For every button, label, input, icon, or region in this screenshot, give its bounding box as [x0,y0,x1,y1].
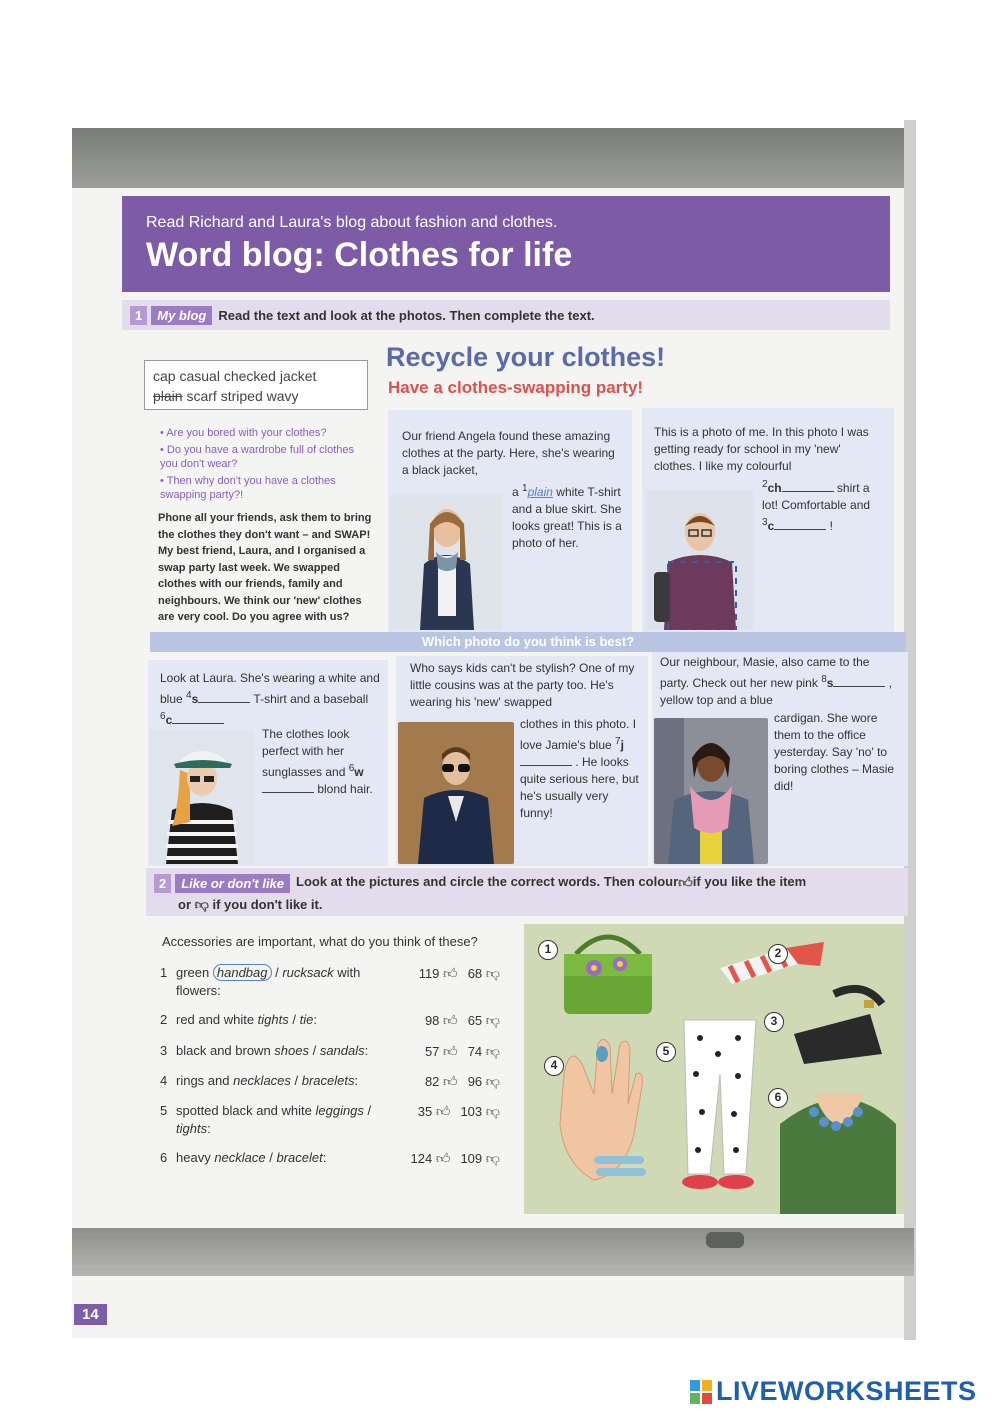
word-box-line-1: cap casual checked jacket [153,368,317,384]
panel-angela-text: Our friend Angela found these amazing clothes at the party. Here, she's wearing a black jacket, [402,429,615,477]
item-suffix: with flowers: [176,965,361,998]
list-item: • Do you have a wardrobe full of clothes you don't wear? [160,443,370,471]
gap-number: 4 [186,690,192,701]
list-item [160,1149,520,1168]
gap-number: 3 [762,517,768,528]
panel-jamie-text: Who says kids can't be stylish? One of my little cousins was at the party too. He's wearing his 'new' swapped [410,661,635,709]
picture-number: 5 [656,1042,676,1062]
gap-blank[interactable] [782,491,834,492]
picture-number: 2 [768,944,788,964]
option-2[interactable]: bracelets [301,1073,355,1088]
dislike-count[interactable] [460,1102,500,1121]
like-number: 57 [424,1044,440,1059]
article-title: Recycle your clothes! [386,342,666,372]
gap-blank[interactable] [774,529,826,530]
gap-hint: s [191,692,199,706]
exercise-2-bar [146,868,908,916]
gap-number: 7 [615,736,621,747]
dislike-count[interactable] [468,1072,500,1091]
gap-hint: c [165,713,173,727]
like-count[interactable] [419,964,458,983]
option-separator: / [363,1103,372,1118]
scan-top-border [72,128,914,188]
panel-laura-text-2 [262,726,386,798]
gap-number: 8 [821,674,827,685]
text-fragment: clothes in this photo. I love Jamie's blue [520,717,637,752]
thumbs-up-icon[interactable]: 👍︎ [443,1012,458,1028]
word-box [144,360,368,410]
page-number: 14 [74,1304,107,1325]
item-number: 3 [160,1043,168,1058]
option-1[interactable]: necklace [214,1150,266,1165]
logo-mark-icon [690,1380,712,1404]
gap-hint: ch [767,481,782,495]
list-item: • Are you bored with your clothes? [160,426,370,440]
picture-number: 4 [544,1056,564,1076]
thumbs-up-icon[interactable]: 👍︎ [435,1103,451,1119]
thumbs-up-icon[interactable]: 👍︎ [443,1043,458,1059]
photo-jamie [398,722,514,864]
like-number: 124 [410,1151,433,1166]
word-box-line-2 [153,386,359,406]
like-count[interactable] [425,1042,458,1061]
item-text [176,964,380,1000]
item-number: 4 [160,1073,168,1088]
exercise-number: 2 [154,874,171,893]
picture-number: 3 [764,1012,784,1032]
panel-angela-text-2 [512,480,622,552]
dislike-number: 109 [460,1151,483,1166]
text-fragment: if you don't like it. [212,897,323,912]
panel-richard-text: This is a photo of me. In this photo I was getting ready for school in my 'new' clothes. I like my colourful [654,425,869,473]
picture-number: 6 [768,1088,788,1108]
vote-counts [380,1149,500,1168]
logo-text: LIVEWORKSHEETS [716,1376,977,1406]
like-count[interactable] [425,1011,458,1030]
option-2[interactable]: rucksack [282,965,334,980]
option-separator: / [288,1012,300,1027]
list-item [160,1042,520,1061]
photo-angela [390,494,502,630]
exercise-tag: My blog [151,306,212,325]
article-body: Phone all your friends, ask them to bring the clothes they don't want – and SWAP! My best friend, Laura, and I organised a swap party last week. We swapped clothes with our friends, family and neighbours. We think our 'new' clothes are very cool. Do you agree with us? [158,512,372,623]
option-2[interactable]: tie [299,1012,314,1027]
list-item [160,964,520,1000]
item-number: 1 [160,965,168,980]
list-item [160,1072,520,1091]
gap-blank[interactable] [198,702,250,703]
option-2[interactable]: tights [176,1121,208,1136]
option-1[interactable]: leggings [315,1103,364,1118]
thumbs-down-icon[interactable]: 👎︎ [485,1043,500,1059]
option-1[interactable]: necklaces [233,1073,291,1088]
exercise-1-bar [122,300,890,330]
item-prefix: heavy [176,1150,215,1165]
thumbs-down-icon: 👎︎ [194,896,209,912]
vote-counts [380,1102,500,1138]
list-item: • Then why don't you have a clothes swapping party?! [160,474,370,502]
option-separator: / [265,1150,277,1165]
dislike-number: 65 [467,1013,483,1028]
vote-counts [380,1042,500,1061]
like-number: 82 [424,1074,440,1089]
exercise-number: 1 [130,306,147,325]
panel-jamie-text-2 [520,716,644,822]
gap-number: 6 [348,763,355,774]
picture-number: 1 [538,940,558,960]
thumbs-up-icon[interactable]: 👍︎ [435,1150,451,1166]
item-prefix: spotted black and white [176,1103,316,1118]
vote-counts [380,964,500,1000]
text-fragment: , yellow top and a blue [660,676,893,707]
thumbs-down-icon[interactable]: 👎︎ [485,965,500,981]
thumbs-up-icon[interactable]: 👍︎ [443,1073,458,1089]
panel-laura-text [160,670,382,729]
option-1[interactable]: handbag [213,964,272,981]
option-1[interactable]: shoes [274,1043,309,1058]
option-2[interactable]: sandals [319,1043,365,1058]
text-fragment: T-shirt and a baseball [250,692,369,706]
text-fragment: Our neighbour, Masie, also came to the party. Check out her new pink [660,655,870,690]
item-text [176,1072,380,1091]
item-suffix: : [313,1012,317,1027]
like-count[interactable] [418,1102,451,1121]
option-separator: / [308,1043,320,1058]
item-prefix: black and brown [176,1043,275,1058]
option-1[interactable]: tights [257,1012,289,1027]
text-fragment: The clothes look perfect with her sunglasses and [262,727,350,779]
item-suffix: : [322,1150,327,1165]
photo-question-bar: Which photo do you think is best? [150,632,906,652]
item-prefix: green [176,965,213,980]
item-text [176,1011,380,1030]
panel-masie-text-2: cardigan. She wore them to the office yesterday. Say 'no' to boring clothes – Masie did! [774,711,895,793]
question-list [160,426,370,505]
article-subtitle: Have a clothes-swapping party! [388,378,644,397]
like-number: 119 [418,966,440,981]
item-prefix: rings and [176,1073,234,1088]
option-separator: / [271,965,283,980]
exercise-instruction: Read the text and look at the photos. Then complete the text. [218,307,595,323]
exercise-instruction-line-2 [154,896,908,913]
gap-hint: j [620,738,624,752]
gap-number: 6 [160,711,166,722]
vote-counts [380,1072,500,1091]
photo-laura [150,730,254,864]
word-box-rest: scarf striped wavy [182,388,299,404]
item-suffix: : [364,1043,369,1058]
gap-blank[interactable] [172,723,224,724]
text-fragment: . He looks quite serious here, but he's usually very funny! [520,755,639,820]
like-count[interactable] [410,1149,450,1168]
item-text [176,1042,380,1061]
scan-bottom-border [72,1228,914,1276]
page-title: Word blog: Clothes for life [146,236,573,274]
thumbs-down-icon[interactable]: 👎︎ [485,1012,500,1028]
gap-hint: s [826,676,834,690]
gap-answer[interactable]: plain [527,485,553,499]
text-fragment: a [512,485,523,499]
exercise-instruction: Look at the pictures and circle the correct words. Then colour [296,874,679,889]
thumbs-down-icon[interactable]: 👎︎ [485,1150,500,1166]
dislike-count[interactable] [468,1011,500,1030]
dislike-count[interactable] [468,1042,500,1061]
list-item [160,1102,520,1138]
list-item [160,1011,520,1030]
exercise-instruction-b: if you like the item [692,874,807,889]
gap-blank[interactable] [262,792,314,793]
thumbs-down-icon[interactable]: 👎︎ [485,1103,500,1119]
photo-masie [654,718,768,864]
like-number: 98 [424,1013,440,1028]
exercise-tag: Like or don't like [175,874,290,893]
scan-marker [706,1232,744,1248]
item-text [176,1102,380,1138]
accessory-list [160,964,520,1180]
dislike-number: 68 [467,966,483,981]
option-separator: / [290,1073,302,1088]
dislike-count[interactable] [460,1149,500,1168]
text-fragment: shirt a lot! Comfortable and [762,481,871,512]
thumbs-up-icon: 👍︎ [678,874,693,890]
gap-number: 2 [762,479,768,490]
exercise-2-intro: Accessories are important, what do you think of these? [162,934,478,949]
dislike-count[interactable] [468,964,500,983]
text-fragment: blond hair. [314,782,373,796]
gap-number: 1 [522,483,528,494]
item-prefix: red and white [176,1012,258,1027]
gap-hint: c [767,519,775,533]
liveworksheets-logo[interactable] [690,1376,977,1407]
vote-counts [380,1011,500,1030]
item-number: 6 [160,1150,168,1165]
gap-blank[interactable] [833,686,885,687]
dislike-number: 103 [460,1104,483,1119]
panel-masie-text [660,654,900,709]
like-number: 35 [417,1104,433,1119]
like-count[interactable] [425,1072,458,1091]
text-fragment: ! [826,519,833,533]
item-text [176,1149,380,1168]
thumbs-down-icon[interactable]: 👎︎ [485,1073,500,1089]
unit-header [122,196,890,292]
dislike-number: 96 [467,1074,483,1089]
text-fragment: white T-shirt and a blue skirt. She looks great! This is a photo of her. [512,485,622,550]
photo-richard [646,490,754,630]
text-fragment: Look at Laura. She's wearing a white and blue [160,671,380,706]
thumbs-up-icon[interactable]: 👍︎ [443,965,458,981]
text-fragment: or [178,897,191,912]
item-number: 5 [160,1103,168,1118]
dislike-number: 74 [467,1044,483,1059]
item-number: 2 [160,1012,168,1027]
gap-hint: w [354,765,364,779]
header-intro: Read Richard and Laura's blog about fashion and clothes. [146,214,558,231]
item-suffix: : [207,1121,211,1136]
gap-blank[interactable] [520,765,572,766]
accessories-illustration [524,924,904,1214]
used-word: plain [153,388,183,404]
panel-richard-text-2 [762,476,884,535]
item-suffix: : [354,1073,359,1088]
option-2[interactable]: bracelet [276,1150,323,1165]
